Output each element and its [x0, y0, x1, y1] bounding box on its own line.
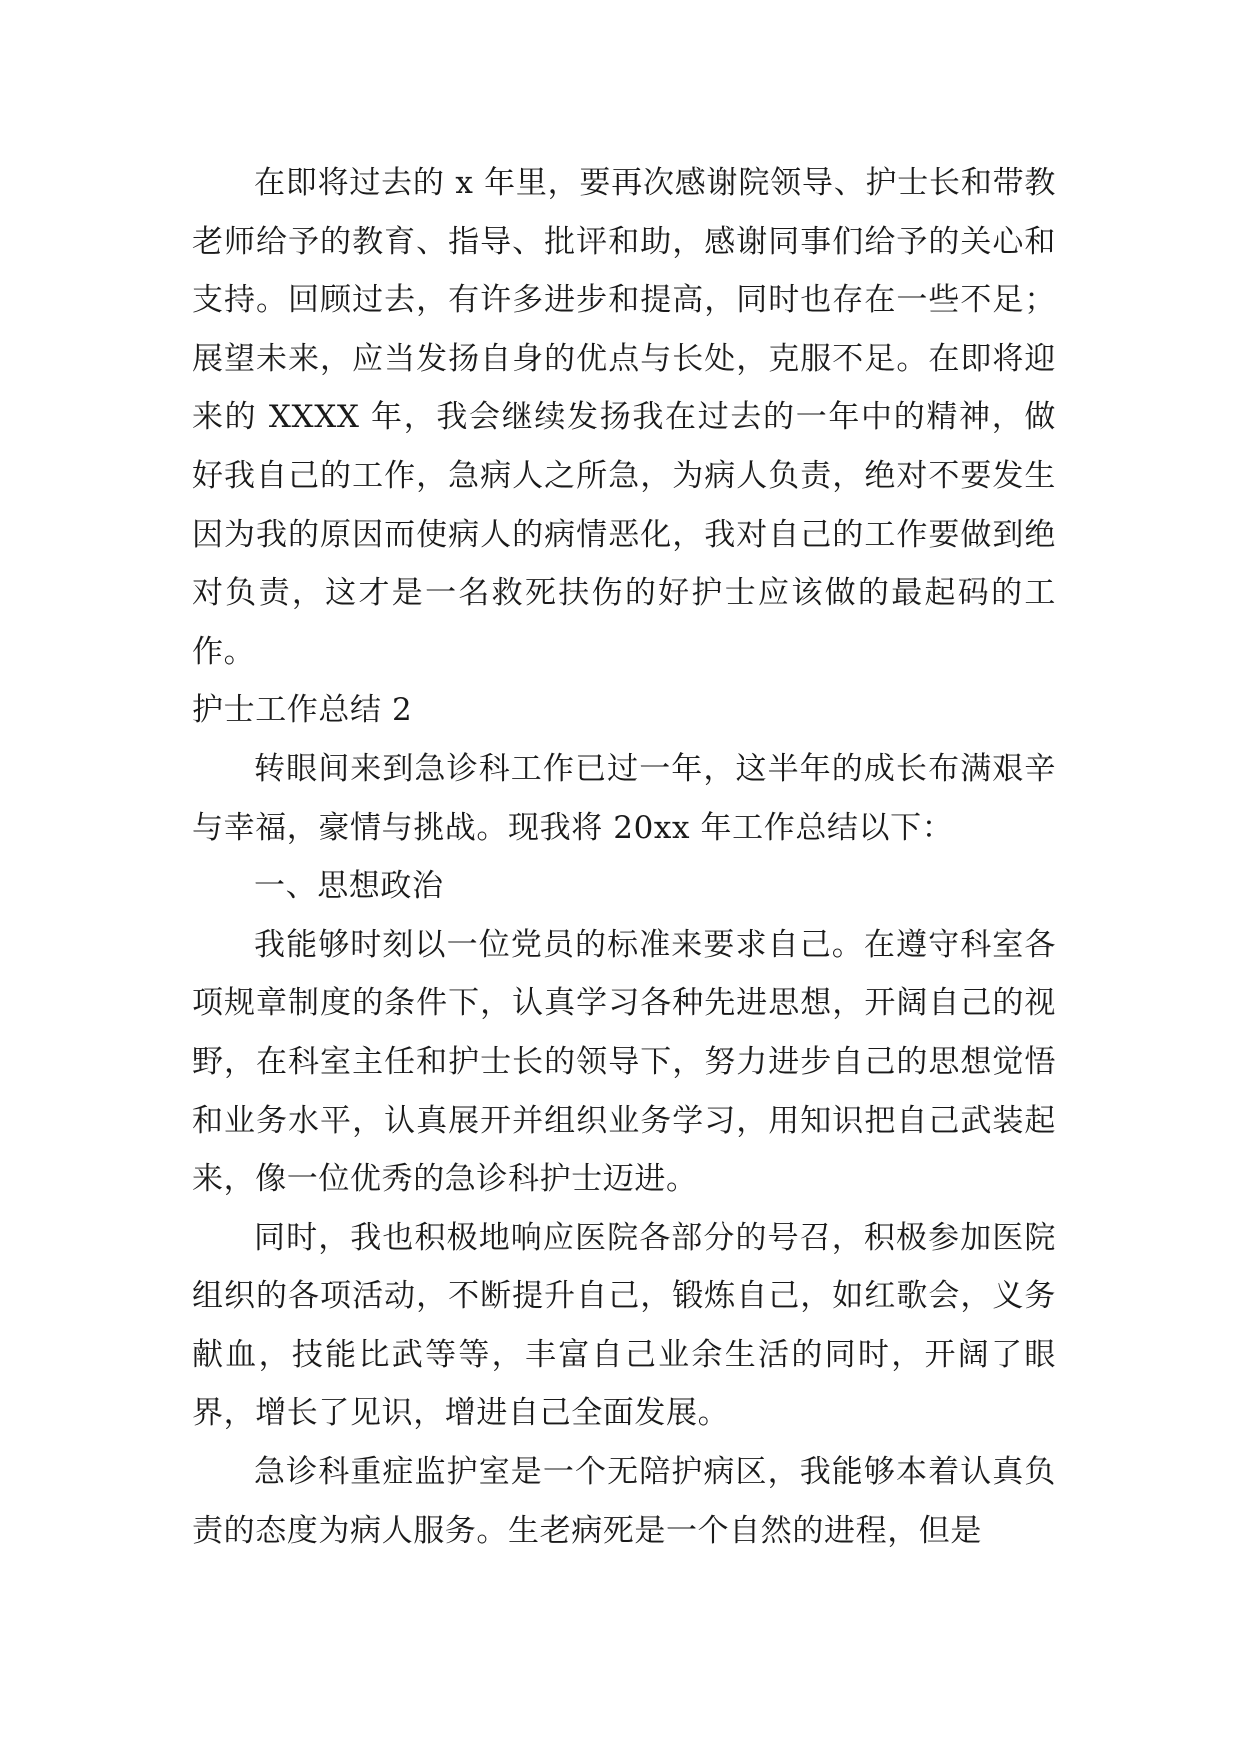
- paragraph-intro: 转眼间来到急诊科工作已过一年，这半年的成长布满艰辛与幸福，豪情与挑战。现我将 20xx 年工作总结以下：: [192, 750, 1056, 846]
- section-title-nurse-summary-2: 护士工作总结 2: [192, 692, 413, 729]
- paragraph-party-standards: 我能够时刻以一位党员的标准来要求自己。在遵守科室各项规章制度的条件下，认真学习各种先进思想，开阔自己的视野，在科室主任和护士长的领导下，努力进步自己的思想觉悟和业务水平，认真展开并组织业务学习，用知识把自己武装起来，像一位优秀的急诊科护士迈进。: [192, 926, 1056, 1198]
- subheading-ideology-politics: 一、思想政治: [254, 868, 444, 905]
- paragraph-closing-reflection: 在即将过去的 x 年里，要再次感谢院领导、护士长和带教老师给予的教育、指导、批评和助，感谢同事们给予的关心和支持。回顾过去，有许多进步和提高，同时也存在一些不足；展望未来，应当发扬自身的优点与长处，克服不足。在即将迎来的 XXXX 年，我会继续发扬我在过去的一年中的精神，做好我自己的工作，急病人之所急，为病人负责，绝对不要发生因为我的原因而使病人的病情恶化，我对自己的工作要做到绝对负责，这才是一名救死扶伤的好护士应该做的最起码的工作。: [192, 165, 1056, 670]
- paragraph-hospital-activities: 同时，我也积极地响应医院各部分的号召，积极参加医院组织的各项活动，不断提升自己，锻炼自己，如红歌会，义务献血，技能比武等等，丰富自己业余生活的同时，开阔了眼界，增长了见识，增进自己全面发展。: [192, 1219, 1056, 1432]
- paragraph-icu-service: 急诊科重症监护室是一个无陪护病区，我能够本着认真负责的态度为病人服务。生老病死是一个自然的进程，但是: [192, 1454, 1056, 1549]
- document-body: [192, 154, 1056, 1560]
